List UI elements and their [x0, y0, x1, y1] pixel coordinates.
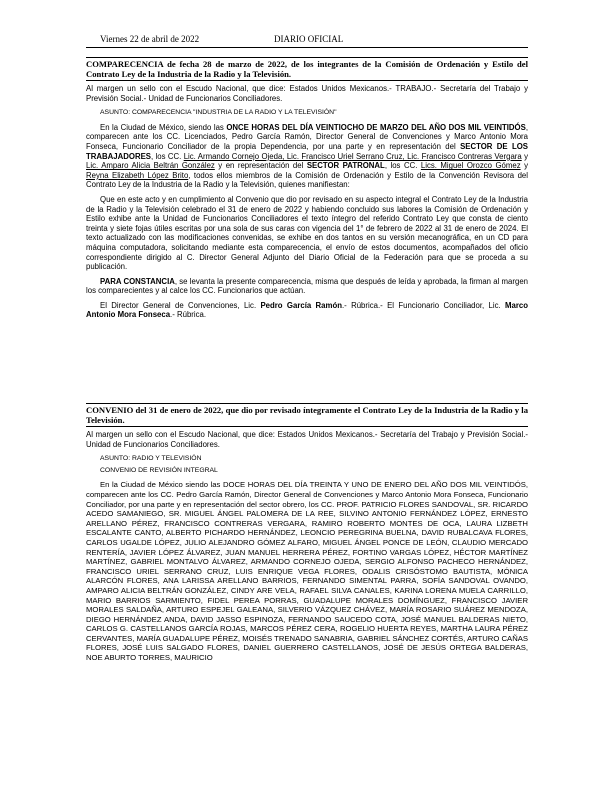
- text-run: El Director General de Convenciones, Lic.: [100, 300, 261, 310]
- section2-paragraph-1: En la Ciudad de México siendo las DOCE HORAS DEL DÍA TREINTA Y UNO DE ENERO DEL AÑO DOS MIL VEINTIDÓS, comparecen ante los CC. Pedro García Ramón, Director General de Convenciones y Marco Antonio Mora Fonseca, Funcionario Conciliador, por una parte y en representación del sector obrero, los CC. PROF. PATRICIO FLORES SANDOVAL, SR. RICARDO ACEDO SAMANIEGO, SR. MIGUEL ÁNGEL PALOMERA DE LA REE, SILVINO ANTONIO FERNÁNDEZ LÓPEZ, ERNESTO ARELLANO PÉREZ, FRANCISCO CONTRERAS VERGARA, RAMIRO ROBERTO MONTES DE OCA, LAURA LIZBETH ESCALANTE CANTO, ALBERTO PICHARDO HERNÁNDEZ, LEONCIO PEREGRINA BUELNA, DAVID RUBALCAVA FLORES, CARLOS UGALDE LÓPEZ, JULIO ALEJANDRO GÓMEZ ALFARO, MIGUEL ÁNGEL PONCE DE LEÓN, CLAUDIO MERCADO RENTERÍA, JAVIER LÓPEZ ÁLVAREZ, JUAN MANUEL HERRERA PÉREZ, FORTINO VARGAS LÓPEZ, HÉCTOR MARTÍNEZ MARTÍNEZ, GABRIEL MONTALVO ÁLVAREZ, ARMANDO CORNEJO OJEDA, SERGIO ALFONSO PACHECO HERNÁNDEZ, FRANCISCO URIEL SERRANO CRUZ, LUIS ENRIQUE VEGA FLORES, ODALIS CRISÓSTOMO BAUTISTA, MÓNICA ALARCÓN FLORES, ANA LARISSA ARELLANO BARRIOS, FERNANDO SIMENTAL PARRA, SOFÍA SANDOVAL OVANDO, AMPARO ALICIA BELTRÁN GONZÁLEZ, CINDY ARE VELA, RAFAEL SILVA CANALES, KARINA LORENA MUELA CARRILLO, MARIO BARRIOS SARMIENTO, FIDEL PEREA PORRAS, GUADALUPE MORALES DOMÍNGUEZ, FRANCISCO JAVIER MORALES SALDAÑA, ARTURO ESPEJEL GALEANA, SILVERIO VÁZQUEZ CHÁVEZ, MARÍA ROSARIO SUÁREZ MENDOZA, DIEGO HERNÁNDEZ ANDA, DAVID JASSO ESPINOZA, FERNANDO SAUCEDO COTA, JOSÉ MANUEL BALDERAS NIETO, CARLOS G. CASTELLANOS GARCÍA ROJAS, MARCOS PÉREZ CERA, ROGELIO HUERTA REYES, MARTHA LAURA PÉREZ CERVANTES, MARÍA GUADALUPE PÉREZ, MOISÉS TRENADO SANABRIA, GABRIEL SÁNCHEZ CORTÉS, ARTURO CAÑAS FLORES, JOSÉ LUIS SALGADO FLORES, DANIEL GUERRERO CASTELLANOS, JOSÉ DE JESÚS ORTEGA BALDERAS, NOE ABURTO TORRES, MAURICIO: [86, 480, 528, 663]
- section1-paragraph-3: [86, 277, 528, 296]
- text-run: En la Ciudad de México, siendo las: [100, 122, 227, 132]
- section2-margin-note: Al margen un sello con el Escudo Nacional, que dice: Estados Unidos Mexicanos.- Secretaría del Trabajo y Previsión Social.- Unidad de Funcionarios Conciliadores.: [86, 430, 528, 449]
- employer-representative-orozco: Lics. Miguel Orozco Gómez: [420, 161, 521, 171]
- section1-paragraph-2: Que en este acto y en cumplimiento al Convenio que dio por revisado en su aspecto integral el Contrato Ley de la Industria de la Radio y la Televisión celebrado el 31 de enero de 2022 y habiendo concluido sus labores la Comisión de Ordenación y Estilo exhibe ante la Unidad de Funcionarios Conciliadores el texto íntegro del referido Contrato Ley que consta de ciento treinta y siete fojas útiles escritas por una sola de sus caras con vigencia del 1° de febrero de 2022 al 31 de enero de 2024. El texto actualizado con las modificaciones convenidas, se exhibe en dos tantos en su versión mecanográfica, en un CD para máquina computadora, solicitando mediante esta comparecencia, el envío de estos documentos, acompañados del oficio correspondiente dirigido al C. Director General Adjunto del Diario Oficial de la Federación para que se proceda a su publicación.: [86, 194, 528, 272]
- section1-title: COMPARECENCIA de fecha 28 de marzo de 2022, de los integrantes de la Comisión de Ordenación y Estilo del Contrato Ley de la Industria de la Radio y la Televisión.: [86, 59, 528, 79]
- text-run: .- Rúbrica.- El Funcionario Conciliador, Lic.: [341, 300, 506, 310]
- section1-top-rule: [86, 57, 528, 58]
- text-run: y en representación del: [214, 161, 307, 171]
- workers-representatives: Lic. Armando Cornejo Ojeda, Lic. Francisco Uriel Serrano Cruz, Lic. Francisco Contreras Vergara: [183, 151, 522, 161]
- text-run: , comparecen ante los CC. Licenciados, Pedro García Ramón, Director General de Convenciones y Marco Antonio Mora Fonseca, Funcionario Conciliador de la propia Dependencia, por una parte y en representación del: [86, 122, 528, 151]
- section2-asunto-subtitle: CONVENIO DE REVISIÓN INTEGRAL: [100, 466, 218, 474]
- text-run: , se levanta la presente comparecencia, misma que después de leída y aprobada, la firman al margen los comparecientes y al calce los CC. Funcionarios que actúan.: [86, 276, 528, 296]
- header-date: Viernes 22 de abril de 2022: [100, 34, 200, 44]
- header-publication: DIARIO OFICIAL: [274, 34, 344, 44]
- meeting-time: ONCE HORAS DEL DÍA VEINTIOCHO DE MARZO DEL AÑO DOS MIL VEINTIDÓS: [226, 122, 526, 132]
- employer-sector: SECTOR PATRONAL: [306, 161, 385, 171]
- section2-top-rule: [86, 403, 528, 404]
- workers-representative-beltran: Lic. Amparo Alicia Beltrán González: [86, 161, 215, 171]
- text-run: , los CC.: [150, 151, 184, 161]
- section1-signatures: [86, 301, 528, 320]
- section2-body: [86, 430, 528, 668]
- section2-asunto: ASUNTO: RADIO Y TELEVISIÓN: [100, 455, 202, 463]
- text-run: , todos ellos miembros de la Comisión de Ordenación y Estilo de la Convención Revisora del Contrato Ley de la Industria de la Radio y la Televisión, quienes manifiestan:: [86, 170, 528, 190]
- signer-director: Pedro García Ramón: [260, 300, 342, 310]
- page-header: [86, 34, 528, 46]
- signer-conciliator: Marco Antonio Mora Fonseca: [86, 300, 528, 320]
- employer-representative-lopez: Reyna Elizabeth López Brito: [86, 170, 189, 180]
- section2-title-rule: [86, 426, 528, 427]
- text-run: , los CC.: [384, 161, 421, 171]
- text-run: y: [520, 161, 528, 171]
- para-constancia: PARA CONSTANCIA: [100, 276, 175, 286]
- section1-margin-note: Al margen un sello con el Escudo Nacional, que dice: Estados Unidos Mexicanos.- TRABAJO.- Secretaría del Trabajo y Previsión Social.- Unidad de Funcionarios Conciliadores.: [86, 84, 528, 103]
- section1-title-rule: [86, 80, 528, 81]
- section1-asunto: ASUNTO: COMPARECENCIA "INDUSTRIA DE LA RADIO Y LA TELEVISIÓN": [100, 109, 337, 117]
- text-run: .- Rúbrica.: [170, 310, 207, 320]
- workers-sector: SECTOR DE LOS TRABAJADORES: [86, 141, 528, 161]
- section1-body: [86, 84, 528, 325]
- header-rule: [86, 47, 528, 48]
- section1-paragraph-1: [86, 123, 528, 190]
- text-run: y: [521, 151, 529, 161]
- section2-title: CONVENIO del 31 de enero de 2022, que dio por revisado íntegramente el Contrato Ley de la Industria de la Radio y la Televisión.: [86, 405, 528, 425]
